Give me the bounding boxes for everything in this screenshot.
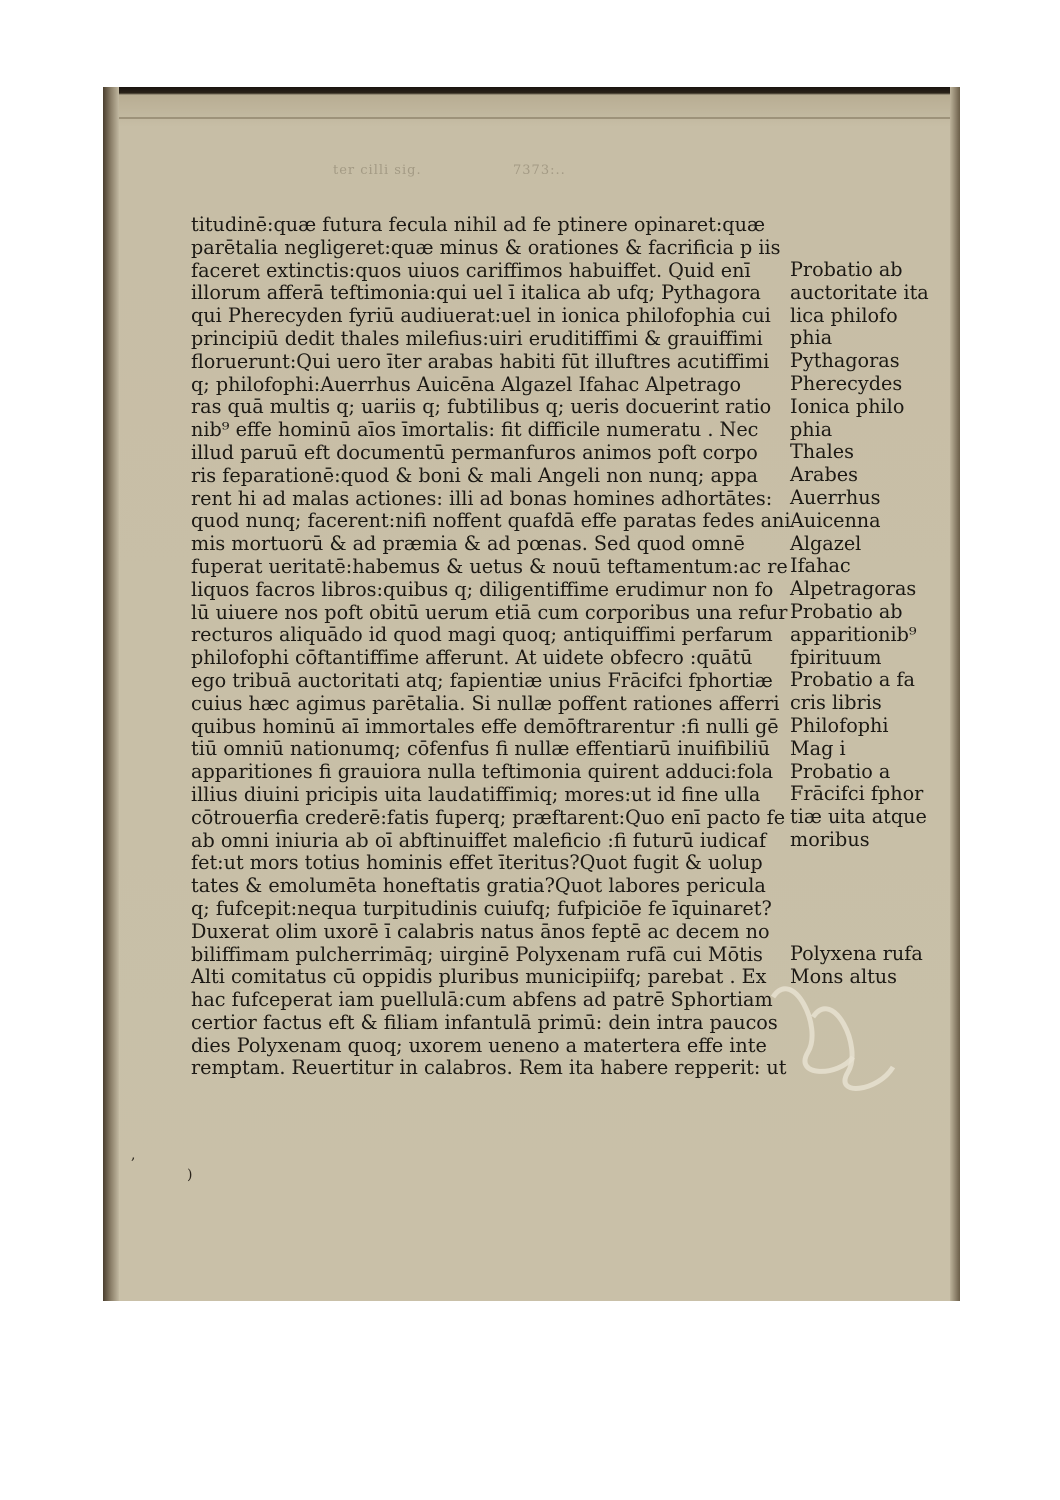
faint-mark: 7373:.. [513, 163, 566, 178]
text-line: q; fufcepit:nequa turpitudinis cuiufq; fufpiciōe fe īquinaret? [191, 896, 772, 920]
margin-note: lica philofo [790, 303, 898, 327]
margin-note: moribus [790, 827, 870, 851]
text-line: qui Pherecyden fyriū audiuerat:uel in ionica philofophia cui [191, 304, 771, 328]
text-line: recturos aliquādo id quod magi quoq; antiquiffimi perfarum [191, 623, 773, 647]
text-line: tiū omniū nationumq; cōfenfus fi nullæ effentiarū inuifibiliū [191, 737, 770, 761]
top-rule [119, 117, 950, 119]
text-line: ras quā multis q; uariis q; fubtilibus q; ueris docuerint ratio [191, 395, 772, 419]
text-line: parētalia negligeret:quæ minus & orationes & facrificia p iis [191, 235, 781, 259]
text-line: faceret extinctis:quos uiuos cariffimos habuiffet. Quid enī [191, 258, 751, 282]
text-line: cuius hæc agimus parētalia. Si nullæ poffent rationes afferri [191, 691, 780, 715]
text-line: liquos facros libros:quibus q; diligentiffime erudimur non fo [191, 577, 774, 601]
ink-mark: , [131, 1147, 136, 1163]
text-line: fet:ut mors totius hominis effet īteritus?Quot fugit & uolup [191, 851, 763, 875]
text-line: tates & emolumēta honeftatis gratia?Quot labores pericula [191, 874, 766, 898]
text-line: lū uiuere nos poft obitū uerum etiā cum corporibus una refur [191, 600, 788, 624]
faint-header: ter cilli sig. [333, 163, 422, 178]
text-line: ris feparationē:quod & boni & mali Angeli non nunq; appa [191, 463, 758, 487]
text-line: Alti comitatus cū oppidis pluribus municipiifq; parebat . Ex [191, 965, 767, 989]
margin-note: Auerrhus [790, 485, 881, 509]
margin-note: Ionica philo [790, 394, 905, 418]
text-line: nib⁹ effe hominū aīos īmortalis: fit difficile numeratu . Nec [191, 418, 759, 442]
text-line: Duxerat olim uxorē ī calabris natus ānos feptē ac decem no [191, 919, 770, 943]
text-line: cōtrouerfia crederē:fatis fuperq; præftarent:Quo enī pacto fe [191, 805, 786, 829]
margin-note: tiæ uita atque [790, 805, 927, 829]
text-line: philofophi cōftantiffime afferunt. At uidete obfecro :quātū [191, 646, 753, 670]
margin-note: Probatio a fa [790, 668, 915, 692]
text-line: quibus hominū aī immortales effe demōftrarentur :fi nulli gē [191, 714, 779, 738]
margin-note: fpirituum [790, 645, 882, 669]
text-line: remptam. Reuertitur in calabros. Rem ita habere repperit: ut [191, 1056, 787, 1080]
text-line: biliffimam pulcherrimāq; uirginē Polyxenam rufā cui Mōtis [191, 942, 763, 966]
margin-note: Pherecydes [790, 371, 903, 395]
text-line: rent hi ad malas actiones: illi ad bonas homines adhortātes: [191, 486, 773, 510]
text-line: quod nunq; facerent:nifi noffent quafdā effe paratas fedes ani [191, 509, 791, 533]
text-line: hac fufceperat iam puellulā:cum abfens ad patrē Sphortiam [191, 988, 773, 1012]
margin-note: Polyxena rufa [790, 941, 923, 965]
text-line: q; philofophi:Auerrhus Auicēna Algazel Ifahac Alpetrago [191, 372, 742, 396]
body-text [191, 214, 791, 1080]
margin-note: Alpetragoras [790, 577, 917, 601]
margin-note: Algazel [790, 531, 862, 555]
marginal-notes [790, 259, 950, 988]
text-line: fuperat ueritatē:habemus & uetus & nouū teftamentum:ac re [191, 554, 788, 578]
margin-spacer [790, 852, 950, 943]
scanned-page [103, 87, 960, 1301]
margin-note: Mag i [790, 736, 846, 760]
page-right-edge [950, 87, 960, 1301]
text-line: illius diuini pricipis uita laudatiffimiq; mores:ut id fine ulla [191, 782, 761, 806]
text-line: principiū dedit thales milefius:uiri eruditiffimi & grauiffimi [191, 326, 763, 350]
ink-mark: ) [187, 1167, 193, 1183]
text-line: ab omni iniuria ab oī abftinuiffet maleficio :fi futurū iudicaf [191, 828, 767, 852]
text-line: mis mortuorū & ad præmia & ad pœnas. Sed quod omnē [191, 532, 745, 556]
margin-note: Philofophi [790, 713, 889, 737]
margin-note: Probatio a [790, 759, 891, 783]
text-line: titudinē:quæ futura fecula nihil ad fe ptinere opinaret:quæ [191, 213, 765, 236]
text-line: ego tribuā auctoritati atq; fapientiæ unius Frācifci fphortiæ [191, 668, 773, 692]
margin-note: cris libris [790, 691, 882, 715]
margin-note: Probatio ab [790, 258, 903, 281]
text-line: illorum afferā teftimonia:qui uel ī italica ab ufq; Pythagora [191, 281, 761, 305]
margin-note: Probatio ab [790, 599, 903, 623]
text-line: illud paruū eft documentū permanfuros animos poft corpo [191, 440, 758, 464]
margin-note: phia [790, 417, 833, 441]
watermark-squiggle [753, 957, 903, 1097]
margin-note: Thales [790, 440, 854, 464]
text-line: dies Polyxenam quoq; uxorem ueneno a matertera effe inte [191, 1033, 767, 1057]
margin-note: Mons altus [790, 964, 897, 988]
text-line: apparitiones fi grauiora nulla teftimonia quirent adduci:fola [191, 760, 774, 784]
margin-note: Frācifci fphor [790, 782, 924, 806]
margin-note: Pythagoras [790, 349, 900, 373]
margin-note: Arabes [790, 463, 858, 487]
text-line: certior factus eft & filiam infantulā primū: dein intra paucos [191, 1010, 778, 1034]
margin-note: auctoritate ita [790, 280, 929, 304]
page-binding-edge [103, 87, 119, 1301]
margin-note: Auicenna [790, 508, 881, 532]
margin-note: phia [790, 326, 833, 350]
text-line: floruerunt:Qui uero īter arabas habiti fūt illuftres acutiffimi [191, 349, 770, 373]
margin-note: Ifahac [790, 554, 851, 578]
margin-note: apparitionib⁹ [790, 622, 917, 646]
